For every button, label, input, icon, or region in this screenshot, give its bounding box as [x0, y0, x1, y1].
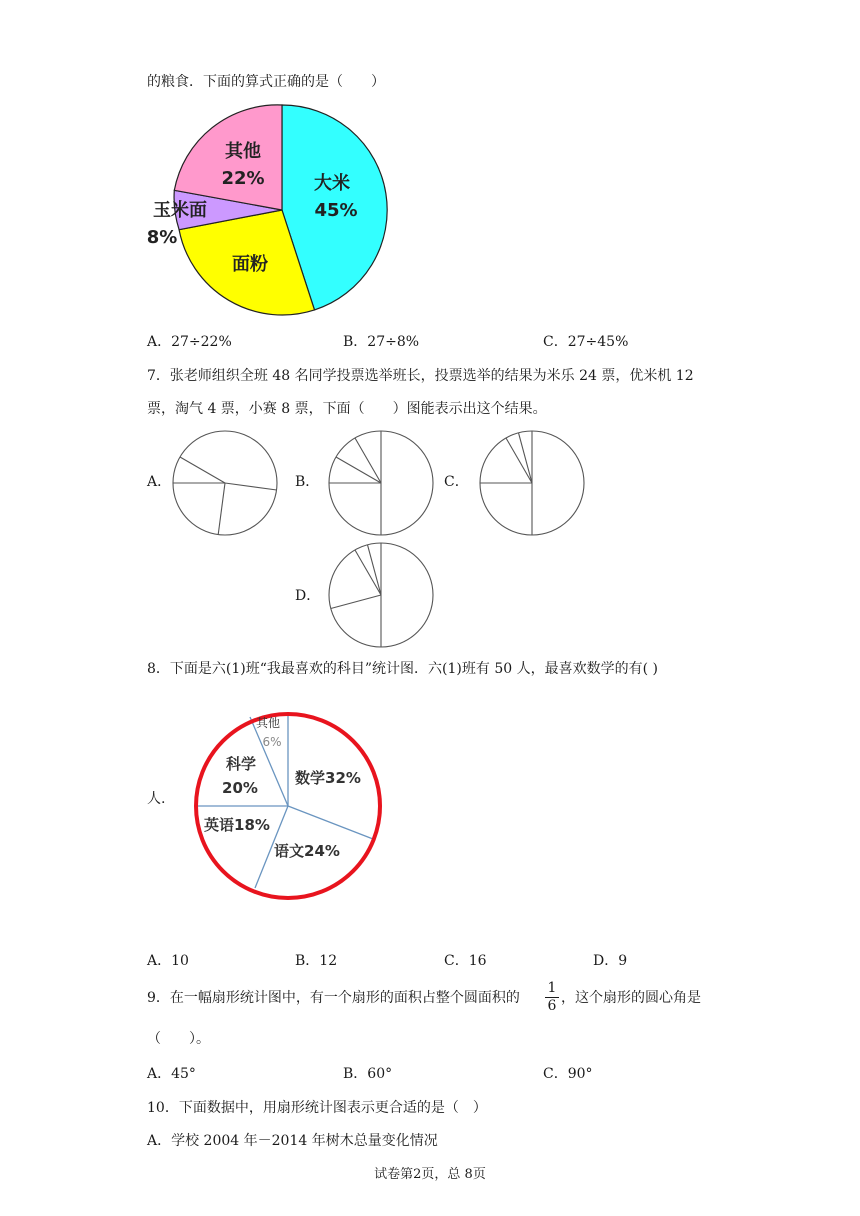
q7-pie-b[interactable] — [326, 428, 436, 538]
q9-stem-line2: （ ）。 — [147, 1031, 210, 1047]
q6-label-corn-pct: 8% — [146, 227, 178, 248]
q6-label-other-pct: 22% — [221, 168, 265, 189]
q8-option-a[interactable]: A．10 — [147, 953, 189, 969]
q8-option-c[interactable]: C．16 — [444, 953, 487, 969]
q8-stem: 8．下面是六(1)班“我最喜欢的科目”统计图．六(1)班有 50 人，最喜欢数学的有( ) — [147, 661, 658, 677]
q9-fraction-numerator: 1 — [547, 980, 557, 996]
q6-pie-chart — [140, 100, 390, 320]
q9-stem-part-b: ，这个扇形的圆心角是 — [561, 990, 701, 1006]
q9-option-c[interactable]: C．90° — [543, 1066, 593, 1082]
q9-stem-part-a: 9．在一幅扇形统计图中，有一个扇形的面积占整个圆面积的 — [147, 990, 520, 1006]
q8-label-chinese: 语文24% — [274, 842, 340, 860]
q9-fraction-denominator: 6 — [547, 998, 557, 1014]
q8-label-science-name: 科学 — [225, 755, 257, 773]
q6-label-rice-pct: 45% — [314, 200, 358, 221]
q10-stem: 10．下面数据中，用扇形统计图表示更合适的是（ ） — [147, 1100, 487, 1116]
q8-after-text: 人. — [147, 791, 166, 807]
q6-option-a[interactable]: A．27÷22% — [147, 334, 232, 350]
q10-option-a[interactable]: A．学校 2004 年－2014 年树木总量变化情况 — [147, 1133, 438, 1149]
q9-option-a[interactable]: A．45° — [147, 1066, 196, 1082]
q7-stem-line1: 7．张老师组织全班 48 名同学投票选举班长，投票选举的结果为米乐 24 票，优米机 12 — [147, 368, 694, 384]
q6-label-other-name: 其他 — [225, 141, 261, 162]
q7-label-c[interactable]: C． — [444, 474, 469, 490]
q8-label-math: 数学32% — [295, 769, 361, 787]
q6-option-c[interactable]: C．27÷45% — [543, 334, 629, 350]
q7-stem-line2: 票，淘气 4 票，小赛 8 票，下面（ ）图能表示出这个结果。 — [147, 401, 547, 417]
q8-label-other-name: 其他 — [255, 716, 281, 730]
q9-option-b[interactable]: B．60° — [343, 1066, 393, 1082]
q7-label-a[interactable]: A． — [147, 474, 172, 490]
q8-pie-chart — [192, 706, 392, 906]
q7-pie-d[interactable] — [326, 540, 436, 650]
q9-fraction — [545, 981, 559, 1014]
q6-label-corn-name: 玉米面 — [153, 200, 207, 221]
q6-stem-tail: 的粮食．下面的算式正确的是（ ） — [147, 74, 385, 90]
q7-pie-a[interactable] — [170, 428, 280, 538]
q7-label-b[interactable]: B． — [295, 474, 320, 490]
q8-label-other-pct: 6% — [262, 735, 282, 749]
page-footer: 试卷第2页，总 8页 — [374, 1167, 486, 1182]
q6-option-b[interactable]: B．27÷8% — [343, 334, 420, 350]
q7-label-d[interactable]: D． — [295, 588, 321, 604]
q8-label-science-pct: 20% — [222, 779, 258, 797]
q8-option-d[interactable]: D．9 — [593, 953, 628, 969]
q7-pie-c[interactable] — [477, 428, 587, 538]
q8-label-english: 英语18% — [204, 816, 270, 834]
q8-option-b[interactable]: B．12 — [295, 953, 338, 969]
q6-label-rice-name: 大米 — [314, 173, 350, 194]
q6-label-flour-name: 面粉 — [232, 254, 268, 275]
